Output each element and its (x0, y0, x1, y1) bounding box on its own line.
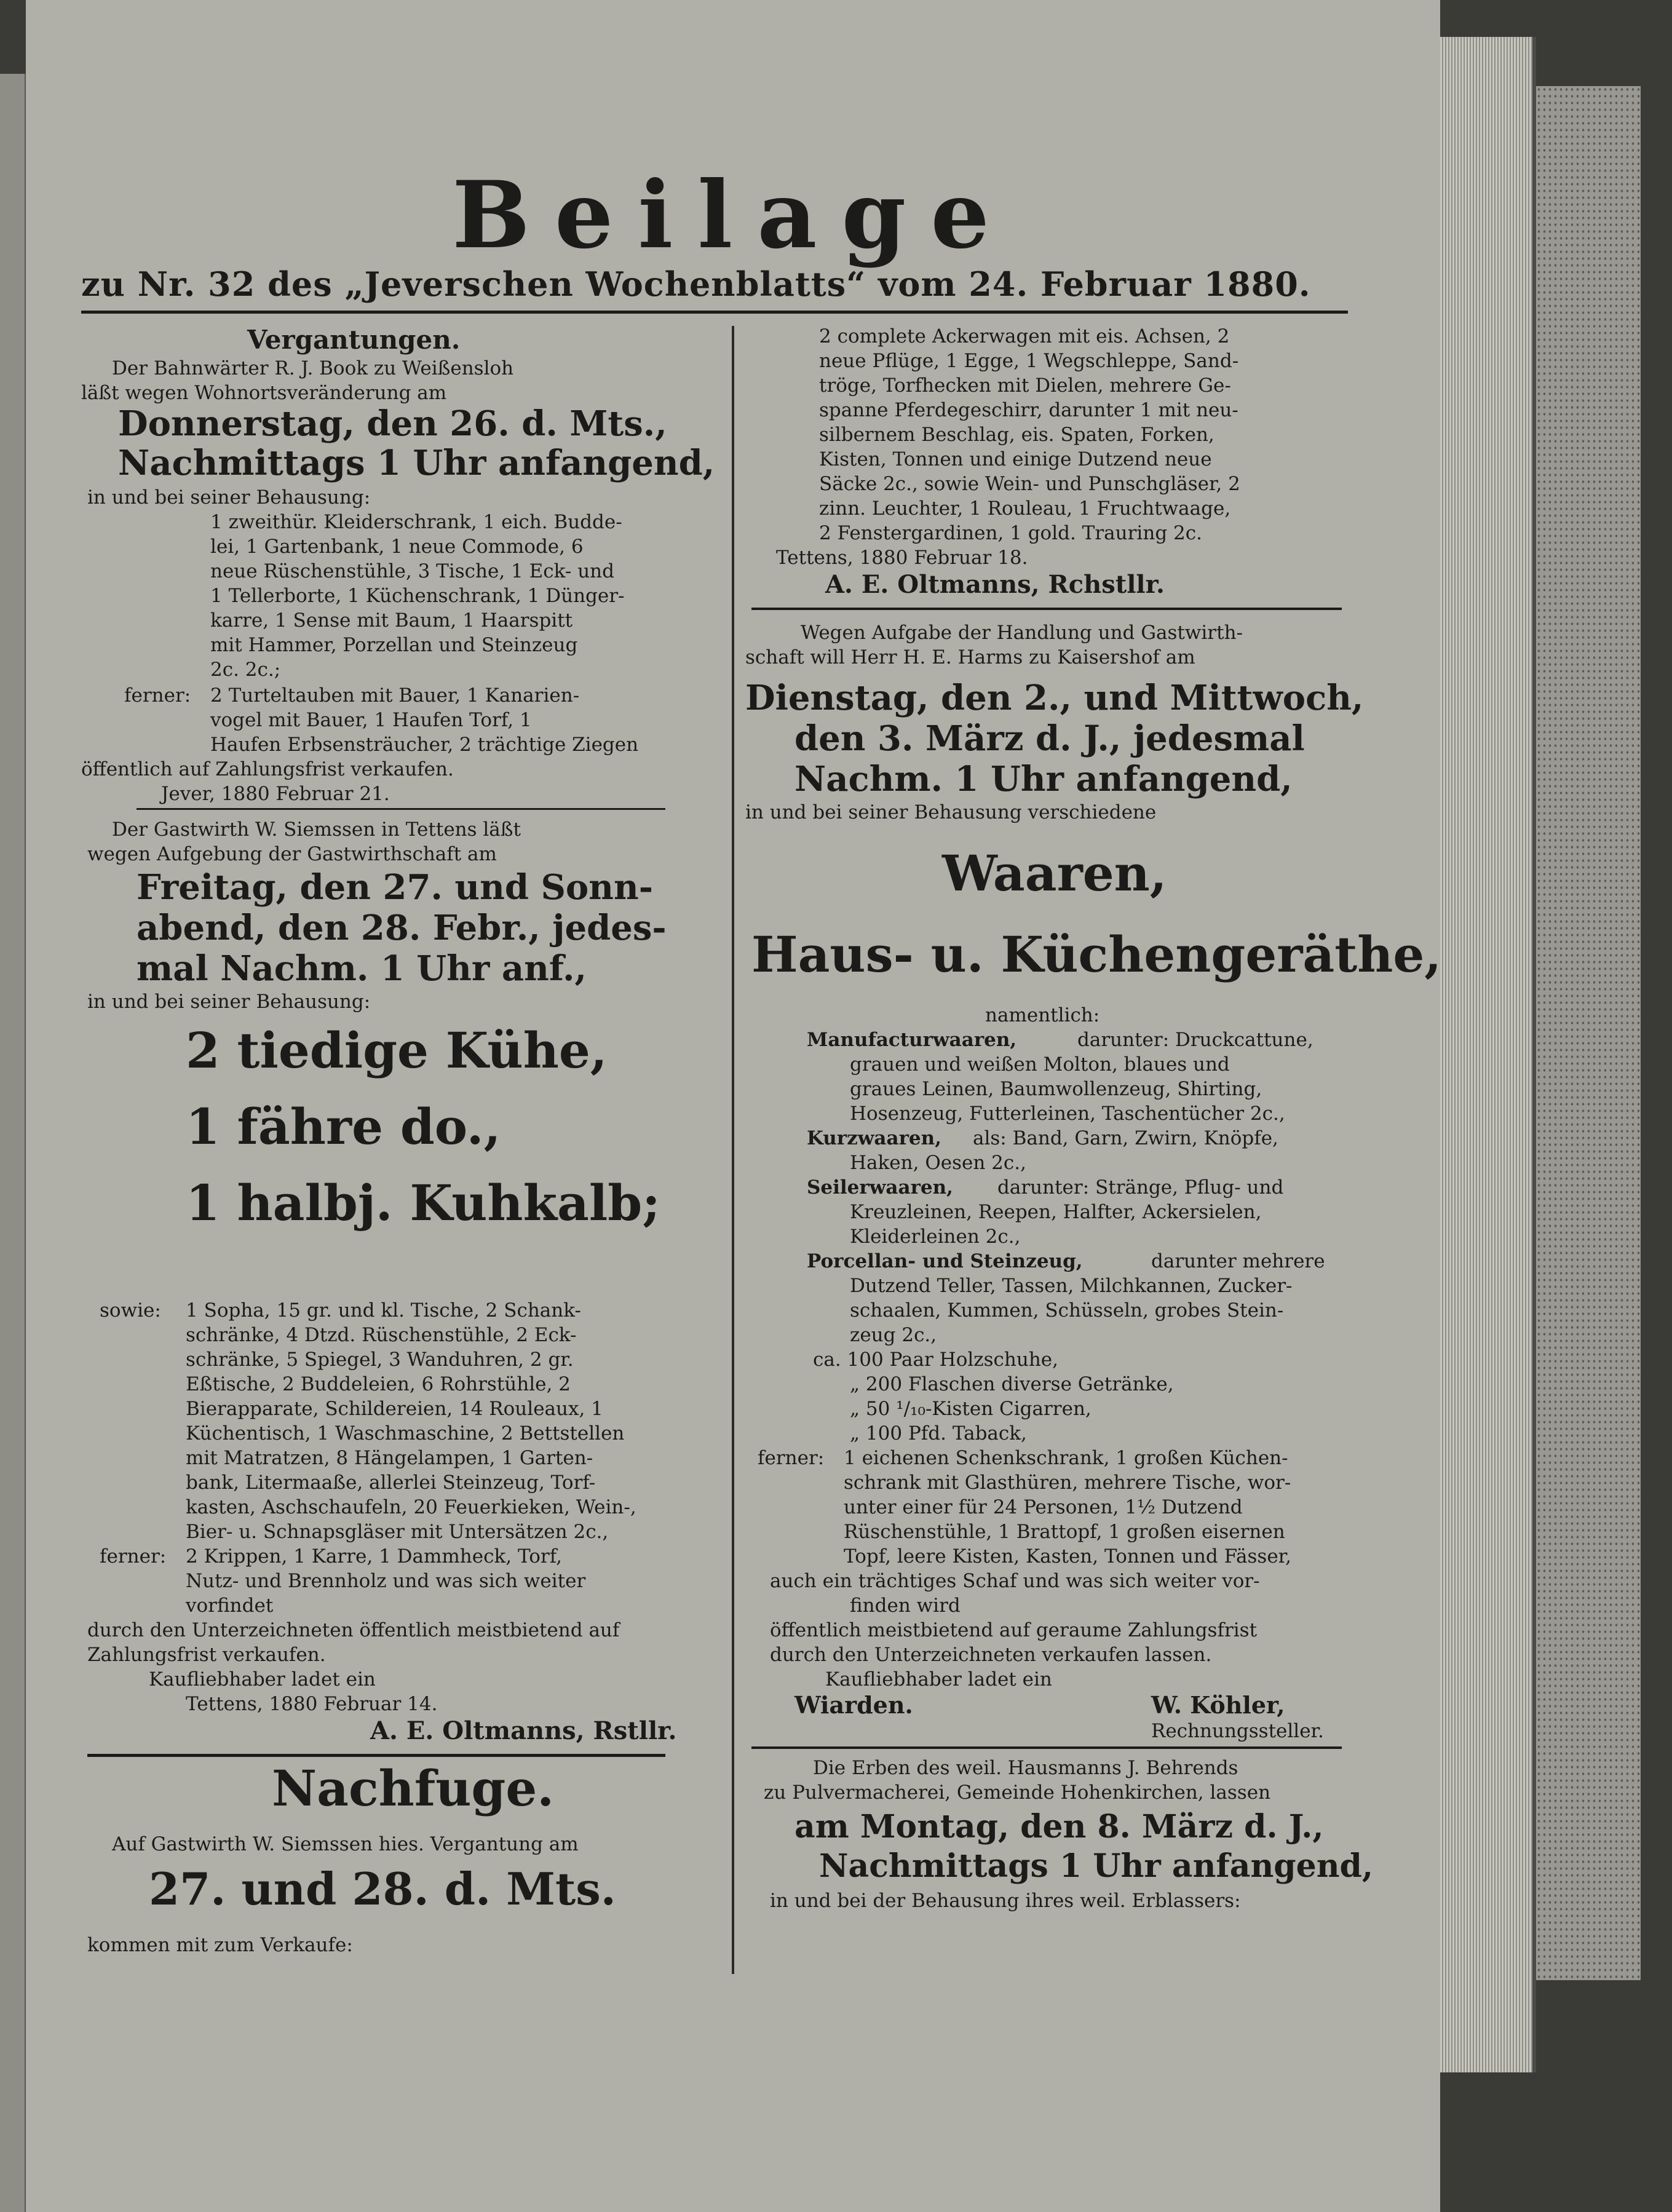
ad5-date1: am Montag, den 8. März d. J., (794, 1808, 1324, 1845)
ad4-namentlich: namentlich: (985, 1004, 1100, 1026)
cont-line: neue Pflüge, 1 Egge, 1 Wegschleppe, Sand- (819, 350, 1239, 372)
cat-line: zeug 2c., (850, 1324, 937, 1346)
ad4-closing: durch den Unterzeichneten verkaufen lassen. (770, 1644, 1212, 1666)
ad2-sowie-line: bank, Litermaaße, allerlei Steinzeug, Torf- (186, 1472, 596, 1494)
ad4-ferner-line: schrank mit Glasthüren, mehrere Tische, wor- (844, 1472, 1291, 1494)
ad4-intro: in und bei seiner Behausung verschiedene (745, 801, 1157, 823)
cont-signature: A. E. Oltmanns, Rchstllr. (825, 570, 1165, 599)
cont-rule (751, 608, 1342, 610)
ad1-date2: Nachmittags 1 Uhr anfangend, (118, 443, 715, 483)
cat-line: Dutzend Teller, Tassen, Milchkannen, Zucker- (850, 1275, 1293, 1297)
ad1-closing: öffentlich auf Zahlungsfrist verkaufen. (81, 758, 454, 780)
cat-line: Kleiderleinen 2c., (850, 1226, 1021, 1248)
cat-line: Hosenzeug, Futterleinen, Taschentücher 2c., (850, 1103, 1285, 1125)
cont-line: spanne Pferdegeschirr, darunter 1 mit neu- (819, 399, 1238, 421)
ad2-sowie-line: schränke, 5 Spiegel, 3 Wanduhren, 2 gr. (186, 1349, 574, 1371)
extra-item: „ 100 Pfd. Taback, (850, 1422, 1027, 1445)
ad2-sowie-line: Eßtische, 2 Buddeleien, 6 Rohrstühle, 2 (186, 1373, 571, 1395)
ad4-rule (751, 1746, 1342, 1749)
ad4-closing: finden wird (850, 1595, 961, 1617)
ad1-item: 1 Tellerborte, 1 Küchenschrank, 1 Dünger- (210, 585, 625, 607)
ad1-rule (137, 808, 665, 810)
ad1-item: 2c. 2c.; (210, 659, 281, 681)
cat-label: Seilerwaaren, (807, 1176, 953, 1199)
ad3-date: 27. und 28. d. Mts. (149, 1863, 616, 1915)
ad2-headline: 1 fähre do., (186, 1098, 501, 1156)
ad4-line: schaft will Herr H. E. Harms zu Kaisershof am (745, 646, 1195, 668)
ad1-ferner-line: Haufen Erbsensträucher, 2 trächtige Ziegen (210, 734, 639, 756)
cat-line: schaalen, Kummen, Schüsseln, grobes Stein- (850, 1299, 1284, 1322)
ad4-place: Wiarden. (794, 1691, 913, 1719)
ad2-sowie-line: Bier- u. Schnapsgläser mit Untersätzen 2c., (186, 1521, 609, 1543)
ad1-ferner-line: vogel mit Bauer, 1 Haufen Torf, 1 (210, 709, 532, 731)
ad2-headline: 1 halbj. Kuhkalb; (186, 1174, 660, 1232)
extra-item: „ 200 Flaschen diverse Getränke, (850, 1373, 1174, 1395)
ad4-closing: auch ein trächtiges Schaf und was sich weiter vor- (770, 1570, 1260, 1592)
ad2-rule (87, 1754, 665, 1757)
cont-line: tröge, Torfhecken mit Dielen, mehrere Ge- (819, 375, 1231, 397)
book-cover-board (1536, 86, 1641, 1980)
cont-line: 2 complete Ackerwagen mit eis. Achsen, 2 (819, 325, 1230, 347)
cont-line: Säcke 2c., sowie Wein- und Punschgläser, 2 (819, 473, 1240, 495)
ad4-bold-line: Dienstag, den 2., und Mittwoch, (745, 678, 1364, 718)
ad5-date2: Nachmittags 1 Uhr anfangend, (819, 1847, 1373, 1885)
ad5-line: zu Pulvermacherei, Gemeinde Hohenkirchen, lassen (764, 1782, 1271, 1804)
cat-label: Kurzwaaren, (807, 1127, 941, 1149)
ad4-ferner-line: 1 eichenen Schenkschrank, 1 großen Küchen- (844, 1447, 1288, 1469)
ad2-bold-line: Freitag, den 27. und Sonn- (137, 867, 653, 908)
ad2-sowie-line: kasten, Aschschaufeln, 20 Feuerkieken, Wein-, (186, 1496, 636, 1518)
ad3-heading: Nachfuge. (272, 1759, 555, 1817)
masthead-title: Beilage (452, 161, 1014, 269)
ad2-ferner-label: ferner: (100, 1545, 167, 1568)
ad5-line: Die Erben des weil. Hausmanns J. Behrends (813, 1757, 1238, 1779)
ad4-sig-role: Rechnungssteller. (1151, 1720, 1324, 1742)
cat-line: darunter: Stränge, Pflug- und (997, 1176, 1284, 1199)
ad1-item: 1 zweithür. Kleiderschrank, 1 eich. Budde- (210, 511, 622, 533)
cont-place-date: Tettens, 1880 Februar 18. (776, 547, 1028, 569)
book-page-edges (1440, 37, 1536, 2072)
ad4-line: Wegen Aufgabe der Handlung und Gastwirth- (801, 622, 1243, 644)
ad4-closing: öffentlich meistbietend auf geraume Zahlungsfrist (770, 1619, 1258, 1641)
masthead-subtitle: zu Nr. 32 des „Jeverschen Wochenblatts“ vom 24. Februar 1880. (81, 264, 1311, 304)
ad1-intro: in und bei seiner Behausung: (87, 486, 371, 509)
cat-line: Haken, Oesen 2c., (850, 1152, 1026, 1174)
ad2-invite: Kaufliebhaber ladet ein (149, 1668, 376, 1691)
cat-label: Manufacturwaaren, (807, 1029, 1017, 1051)
cat-line: Kreuzleinen, Reepen, Halfter, Ackersielen, (850, 1201, 1262, 1223)
ad2-bold-line: mal Nachm. 1 Uhr anf., (137, 948, 587, 989)
ad1-item: mit Hammer, Porzellan und Steinzeug (210, 634, 578, 656)
ad3-closing: kommen mit zum Verkaufe: (87, 1934, 353, 1956)
cat-line: grauen und weißen Molton, blaues und (850, 1053, 1230, 1076)
ad2-line: Der Gastwirth W. Siemssen in Tettens läßt (112, 819, 521, 841)
cat-line: darunter: Druckcattune, (1077, 1029, 1313, 1051)
ad4-headline: Haus- u. Küchengeräthe, (751, 926, 1442, 983)
ad4-signature: W. Köhler, (1151, 1691, 1285, 1719)
ad1-item: karre, 1 Sense mit Baum, 1 Haarspitt (210, 609, 573, 632)
ad4-invite: Kaufliebhaber ladet ein (825, 1668, 1052, 1691)
cont-line: silbernem Beschlag, eis. Spaten, Forken, (819, 424, 1214, 446)
ad1-item: lei, 1 Gartenbank, 1 neue Commode, 6 (210, 536, 584, 558)
cont-line: 2 Fenstergardinen, 1 gold. Trauring 2c. (819, 522, 1202, 544)
ad4-ferner-line: unter einer für 24 Personen, 1½ Dutzend (844, 1496, 1243, 1518)
ad4-bold-line: den 3. März d. J., jedesmal (794, 718, 1305, 759)
ad1-date1: Donnerstag, den 26. d. Mts., (118, 403, 667, 444)
ad2-ferner-line: vorfindet (186, 1595, 274, 1617)
ad2-line: wegen Aufgebung der Gastwirthschaft am (87, 843, 497, 865)
masthead-rule (81, 311, 1348, 314)
ad4-bold-line: Nachm. 1 Uhr anfangend, (794, 759, 1293, 799)
cat-line: als: Band, Garn, Zwirn, Knöpfe, (973, 1127, 1278, 1149)
ad2-place-date: Tettens, 1880 Februar 14. (186, 1693, 438, 1715)
ad2-sowie-line: schränke, 4 Dtzd. Rüschenstühle, 2 Eck- (186, 1324, 577, 1346)
ad2-intro: in und bei seiner Behausung: (87, 991, 371, 1013)
cont-line: zinn. Leuchter, 1 Rouleau, 1 Fruchtwaage, (819, 498, 1231, 520)
cat-label: Porcellan- und Steinzeug, (807, 1250, 1083, 1272)
cat-line: darunter mehrere (1151, 1250, 1325, 1272)
ad2-sowie-line: Küchentisch, 1 Waschmaschine, 2 Bettstellen (186, 1422, 625, 1445)
ad2-ferner-line: 2 Krippen, 1 Karre, 1 Dammheck, Torf, (186, 1545, 562, 1568)
ad2-bold-line: abend, den 28. Febr., jedes- (137, 908, 667, 948)
ad4-ferner-line: Topf, leere Kisten, Kasten, Tonnen und Fässer, (844, 1545, 1291, 1568)
newspaper-page (26, 0, 1440, 2212)
cont-line: Kisten, Tonnen und einige Dutzend neue (819, 448, 1212, 470)
ad2-signature: A. E. Oltmanns, Rstllr. (370, 1716, 677, 1745)
ad2-closing: durch den Unterzeichneten öffentlich meistbietend auf (87, 1619, 620, 1641)
ad2-closing: Zahlungsfrist verkaufen. (87, 1644, 326, 1666)
ad4-headline: Waaren, (942, 844, 1167, 902)
extra-item: ca. 100 Paar Holzschuhe, (813, 1349, 1058, 1371)
ad5-closing: in und bei der Behausung ihres weil. Erblassers: (770, 1890, 1241, 1912)
previous-page-edge (0, 74, 27, 2212)
ad1-line: Der Bahnwärter R. J. Book zu Weißensloh (112, 357, 514, 379)
ad1-ferner-line: 2 Turteltauben mit Bauer, 1 Kanarien- (210, 684, 580, 707)
ad1-line: läßt wegen Wohnortsveränderung am (81, 382, 447, 404)
ad2-headline: 2 tiedige Kühe, (186, 1021, 608, 1079)
ad2-sowie-line: mit Matratzen, 8 Hängelampen, 1 Garten- (186, 1447, 593, 1469)
ad1-ferner-label: ferner: (124, 684, 191, 707)
extra-item: „ 50 ¹/₁₀-Kisten Cigarren, (850, 1398, 1092, 1420)
ad2-sowie-line: Bierapparate, Schildereien, 14 Rouleaux, 1 (186, 1398, 603, 1420)
cat-line: graues Leinen, Baumwollenzeug, Shirting, (850, 1078, 1262, 1100)
ad4-ferner-line: Rüschenstühle, 1 Brattopf, 1 großen eisernen (844, 1521, 1285, 1543)
ad4-ferner-label: ferner: (758, 1447, 825, 1469)
ad1-place-date: Jever, 1880 Februar 21. (161, 783, 390, 805)
column-divider (732, 326, 734, 1974)
ad2-sowie-line: 1 Sopha, 15 gr. und kl. Tische, 2 Schank- (186, 1299, 581, 1322)
ad1-heading: Vergantungen. (247, 325, 461, 355)
ad2-sowie-label: sowie: (100, 1299, 161, 1322)
ad3-line: Auf Gastwirth W. Siemssen hies. Vergantung am (112, 1833, 579, 1855)
ad1-item: neue Rüschenstühle, 3 Tische, 1 Eck- und (210, 560, 614, 582)
ad2-ferner-line: Nutz- und Brennholz und was sich weiter (186, 1570, 586, 1592)
